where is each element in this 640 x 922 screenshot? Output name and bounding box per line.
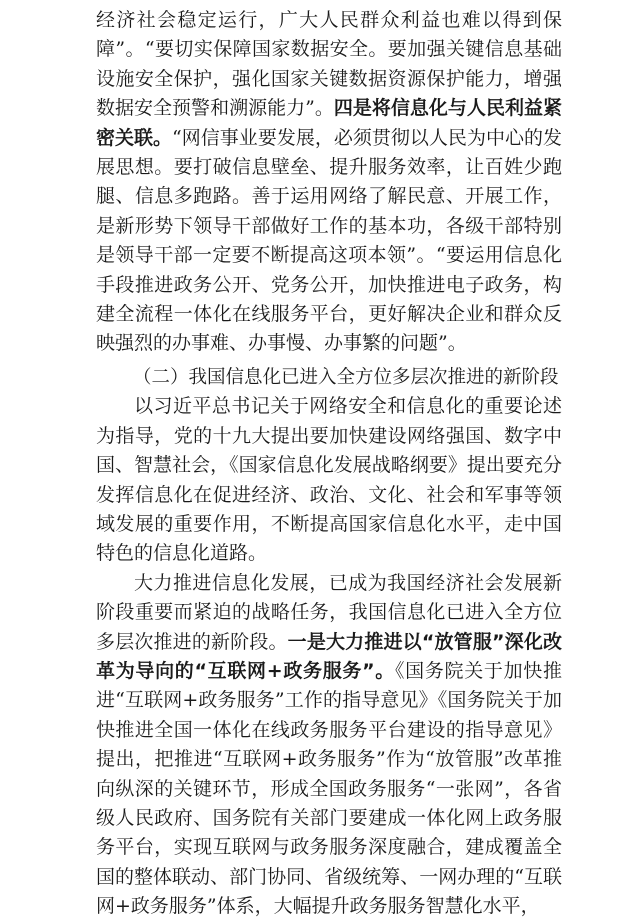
paragraph-text: 大力推进信息化发展，已成为我国经济社会发展新阶段重要而紧迫的战略任务，我国信息化已进入全方位多层次推进的新阶段。 [96, 571, 562, 653]
paragraph [96, 569, 562, 922]
paragraph: 以习近平总书记关于网络安全和信息化的重要论述为指导，党的十九大提出要加快建设网络强国、数字中国、智慧社会，《国家信息化发展战略纲要》提出要充分发挥信息化在促进经济、政治、文化、社会和军事等领域发展的重要作用，不断提高国家信息化水平，走中国特色的信息化道路。 [96, 395, 562, 565]
bold-point-one: 一是大力推进以“放管服”深化改革为导向的“互联网+政务服务”。 [96, 630, 562, 682]
paragraph-continuation [96, 6, 562, 359]
paragraph-text: 经济社会稳定运行，广大人民群众利益也难以得到保障”。“要切实保障国家数据安全。要加强关键信息基础设施安全保护，强化国家关键数据资源保护能力，增强数据安全预警和溯源能力”。 [96, 9, 562, 120]
bold-point-four: 四是将信息化与人民利益紧密关联。 [96, 97, 562, 149]
section-heading: （二）我国信息化已进入全方位多层次推进的新阶段 [133, 366, 559, 388]
paragraph-text: 《国务院关于加快推进“互联网+政务服务”工作的指导意见》《国务院关于加快推进全国一体化在线政务服务平台建设的指导意见》提出，把推进“互联网+政务服务”作为“放管服”改革推向纵深的关键环节，形成全国政务服务“一张网”，各省级人民政府、国务院有关部门要建成一体化网上政务服务平台，实现互联网与政务服务深度融合，建成覆盖全国的整体联动、部门协同、省级统筹、一网办理的“互联网+政务服务”体系，大幅提升政务服务智慧化水平， [96, 659, 562, 918]
paragraph-text: “网信事业要发展，必须贯彻以人民为中心的发展思想。要打破信息壁垒、提升服务效率，让百姓少跑腿、信息多跑路。善于运用网络了解民意、开展工作，是新形势下领导干部做好工作的基本功，各级干部特别是领导干部一定要不断提高这项本领”。“要运用信息化手段推进政务公开、党务公开，加快推进电子政务，构建全流程一体化在线服务平台，更好解决企业和群众反映强烈的办事难、办事慢、办事繁的问题”。 [96, 126, 562, 355]
